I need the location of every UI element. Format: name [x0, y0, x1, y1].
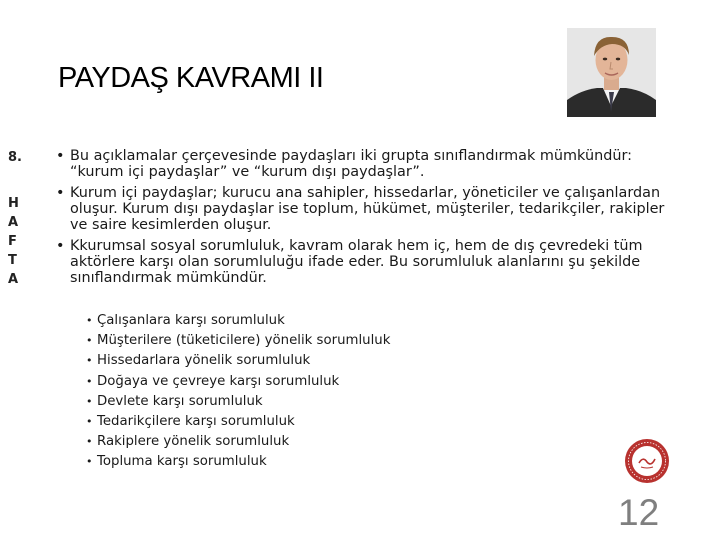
side-letter: T — [8, 253, 17, 268]
side-letter: A — [8, 272, 19, 287]
side-letter: A — [8, 215, 19, 230]
university-seal-icon — [624, 438, 670, 484]
sub-bullet-item: • Topluma karşı sorumluluk — [86, 452, 446, 472]
main-bullet-list — [56, 148, 666, 291]
sub-bullet-list — [86, 311, 446, 473]
presenter-portrait-icon — [567, 28, 656, 117]
slide-title: PAYDAŞ KAVRAMI II — [58, 62, 324, 94]
sub-bullet-item: • Müşterilere (tüketicilere) yönelik sorumluluk — [86, 331, 446, 351]
page-number: 12 — [618, 492, 660, 533]
side-letter: H — [8, 196, 19, 211]
sub-bullet-item: • Rakiplere yönelik sorumluluk — [86, 432, 446, 452]
week-label: 8. — [8, 150, 22, 165]
bullet-item: • Kkurumsal sosyal sorumluluk, kavram olarak hem iç, hem de dış çevredeki tüm aktörlere karşı olan sorumluluğu ifade eder. Bu sorumluluk alanlarını şu şekilde sınıflandırmak mümkündür. — [56, 238, 666, 286]
sub-bullet-item: • Doğaya ve çevreye karşı sorumluluk — [86, 372, 446, 392]
sub-bullet-item: • Hissedarlara yönelik sorumluluk — [86, 351, 446, 371]
sub-bullet-item: • Devlete karşı sorumluluk — [86, 392, 446, 412]
side-letter: F — [8, 234, 17, 249]
sub-bullet-item: • Çalışanlara karşı sorumluluk — [86, 311, 446, 331]
bullet-item: • Kurum içi paydaşlar; kurucu ana sahipler, hissedarlar, yöneticiler ve çalışanlardan oluşur. Kurum dışı paydaşlar ise toplum, hükümet, müşteriler, tedarikçiler, rakipler ve saire kesimlerden oluşur. — [56, 185, 666, 233]
bullet-item: • Bu açıklamalar çerçevesinde paydaşları iki grupta sınıflandırmak mümkündür: “kurum içi paydaşlar” ve “kurum dışı paydaşlar”. — [56, 148, 666, 180]
sub-bullet-item: • Tedarikçilere karşı sorumluluk — [86, 412, 446, 432]
side-letters — [8, 194, 24, 289]
